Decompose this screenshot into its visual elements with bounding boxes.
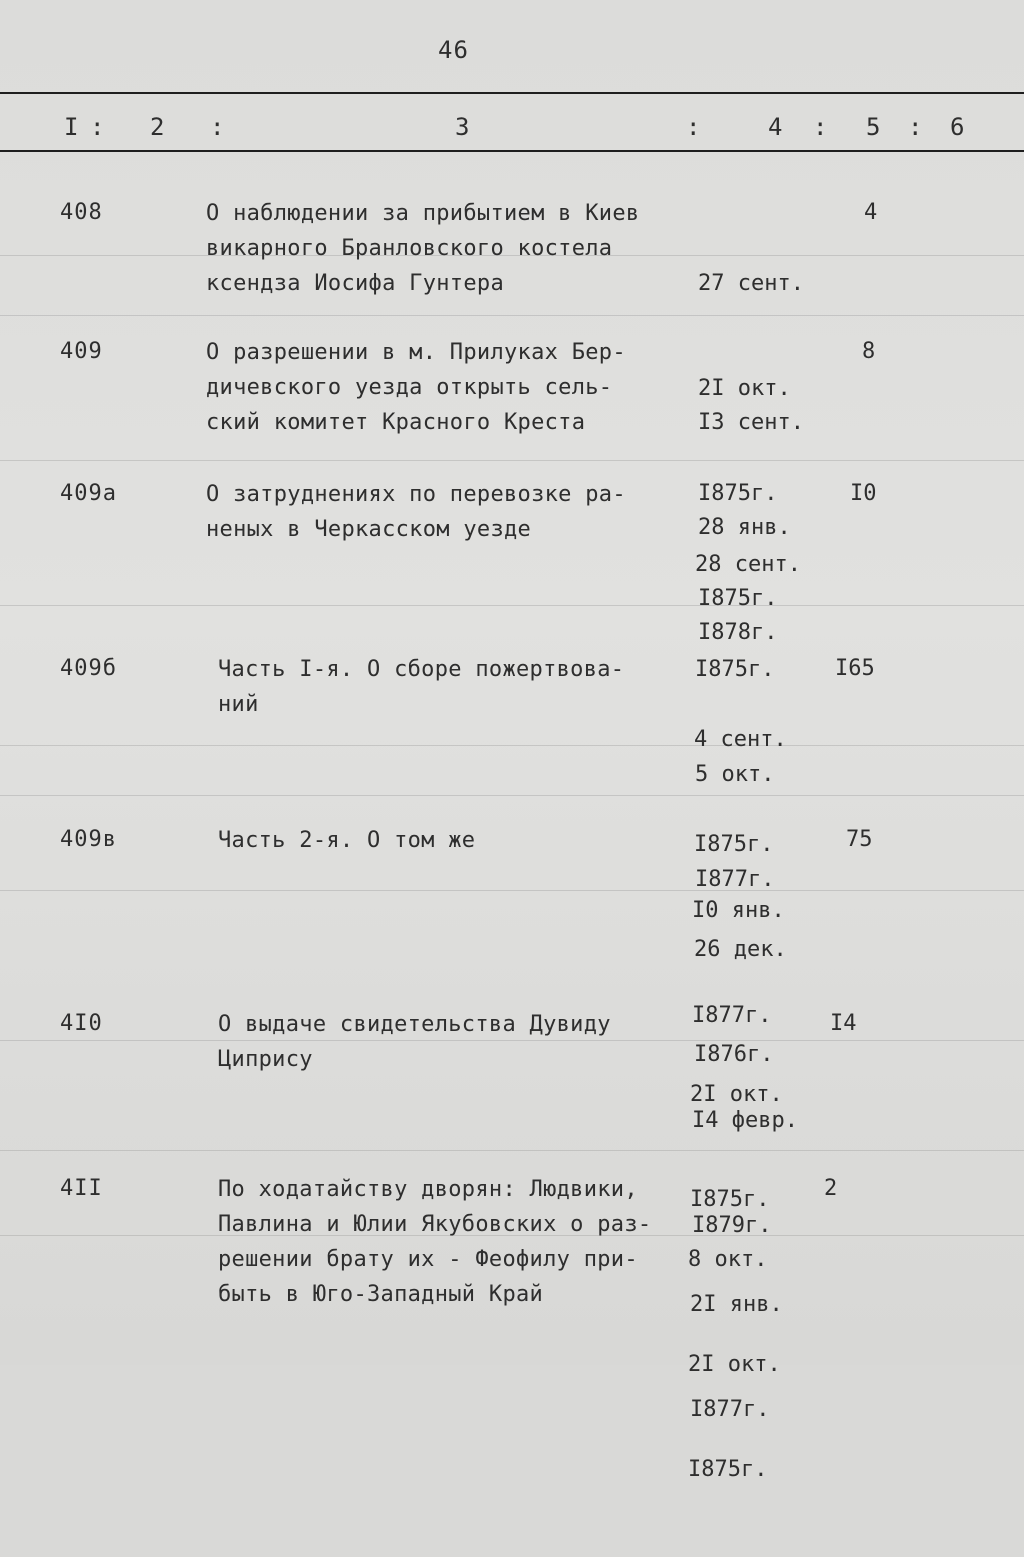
entry-sheets: 75 [846,827,873,852]
entry-date: 2I янв. [690,1292,783,1317]
header-top-line [0,92,1024,94]
column-header-4: 4 [768,113,783,141]
entry-sheets: I4 [830,1011,857,1036]
entry-date: 8 окт. [688,1247,768,1272]
entry-date: I875г. [698,481,778,506]
paper-rule [0,460,1024,461]
entry-date: I3 сент. [698,410,804,435]
entry-date: I875г. [694,832,774,857]
entry-date: I0 янв. [692,898,785,923]
entry-sheets: 8 [862,339,876,364]
entry-date: 2I окт. [690,1082,783,1107]
paper-rule [0,745,1024,746]
column-header-5: 5 [866,113,881,141]
entry-number: 409б [60,656,117,681]
entry-title: О затруднениях по перевозке ра- неных в Черкасском уезде [206,482,626,542]
entry-date: I878г. [698,620,778,645]
entry-dates [688,1172,781,1557]
entry-date: I876г. [694,1042,774,1067]
entry-date: 5 окт. [695,762,775,787]
entry-sheets: 2 [824,1176,838,1201]
paper-rule [0,890,1024,891]
entry-date: I875г. [698,586,778,611]
entry-date: 4 сент. [694,727,787,752]
paper-rule [0,795,1024,796]
entry-number: 4II [60,1176,103,1201]
entry-title: О наблюдении за прибытием в Киев викарного Бранловского костела ксендза Иосифа Гунтера [206,201,640,296]
entry-date: 26 дек. [694,937,787,962]
header-bottom-line [0,150,1024,152]
entry-date: I877г. [695,867,775,892]
column-separator: : [210,113,225,141]
column-header-2: 2 [150,113,165,141]
entry-sheets: 4 [864,200,878,225]
paper-rule [0,605,1024,606]
paper-rule [0,1150,1024,1151]
column-separator: : [686,113,701,141]
column-header-1: I [64,113,79,141]
column-header-6: 6 [950,113,965,141]
entry-date: I875г. [695,657,775,682]
entry-number: 4I0 [60,1011,103,1036]
entry-date: 28 сент. [695,552,801,577]
entry-title: Часть I-я. О сборе пожертвова- ний [218,657,625,717]
paper-rule [0,315,1024,316]
column-separator: : [813,113,828,141]
column-separator: : [908,113,923,141]
entry-date: I875г. [688,1457,768,1482]
entry-date: 2I окт. [688,1352,781,1377]
entry-number: 409 [60,339,103,364]
entry-date: I877г. [692,1003,772,1028]
entry-date: I4 февр. [692,1108,798,1133]
entry-date: I875г. [690,1187,770,1212]
entry-title: Часть 2-я. О том же [218,828,476,853]
entry-title: О выдаче свидетельства Дувиду Ципрису [218,1012,611,1072]
column-header-3: 3 [455,113,470,141]
entry-number: 409а [60,481,117,506]
entry-title: О разрешении в м. Прилуках Бер- дичевского уезда открыть сель- ский комитет Красного Креста [206,340,626,435]
entry-date: 2I окт. [698,376,791,401]
entry-number: 408 [60,200,103,225]
entry-title: По ходатайству дворян: Людвики, Павлина и Юлии Якубовских о раз- решении брату их - Феофилу при- быть в Юго-Западный Край [218,1177,652,1307]
page-number: 46 [438,36,469,64]
entry-sheets: I0 [850,481,877,506]
entry-sheets: I65 [835,656,875,681]
entry-date: I879г. [692,1213,772,1238]
entry-date: 28 янв. [698,515,791,540]
entry-date: 27 сент. [698,271,804,296]
entry-date: I877г. [690,1397,770,1422]
column-separator: : [90,113,105,141]
entry-number: 409в [60,827,117,852]
